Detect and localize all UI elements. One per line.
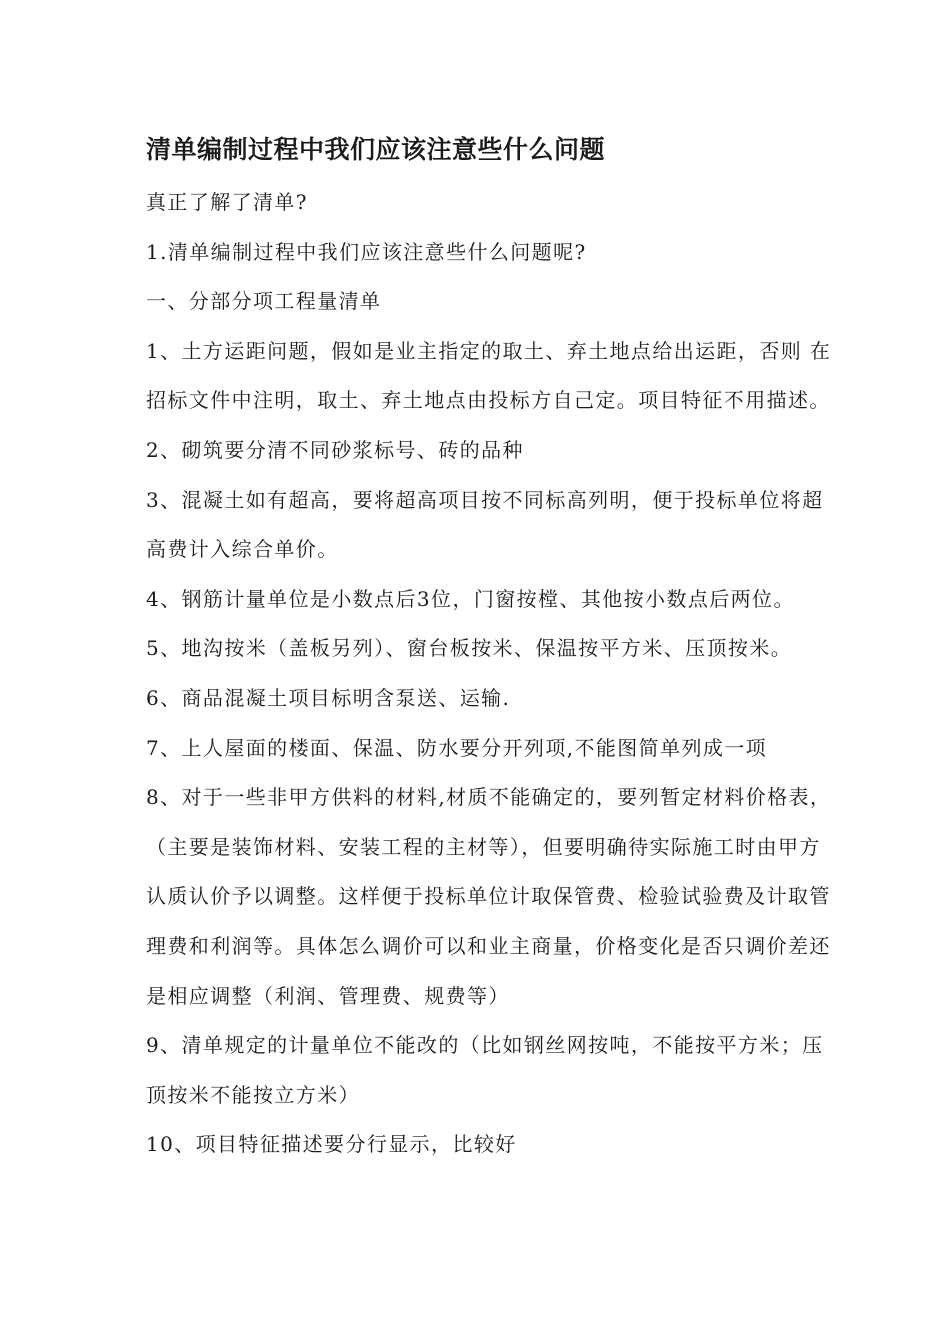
section-heading-quantity-list: 一、分部分项工程量清单 [146, 289, 382, 314]
list-item-7: 7、上人屋面的楼面、保温、防水要分开列项,不能图简单列成一项 [146, 735, 768, 760]
paragraph-main-question: 1.清单编制过程中我们应该注意些什么问题呢? [146, 239, 587, 264]
list-item-3: 3、混凝土如有超高，要将超高项目按不同标高列明，便于投标单位将超高费计入综合单价。 [146, 487, 824, 562]
list-item-5: 5、地沟按米（盖板另列）、窗台板按米、保温按平方米、压顶按米。 [146, 636, 793, 661]
list-item-6: 6、商品混凝土项目标明含泵送、运输. [146, 685, 511, 710]
list-item-1: 1、土方运距问题，假如是业主指定的取土、弃土地点给出运距，否则 在招标文件中注明，取土、弃土地点由投标方自己定。项目特征不用描述。 [146, 338, 832, 413]
document-title: 清单编制过程中我们应该注意些什么问题 [146, 135, 606, 164]
document-body [146, 130, 836, 1170]
paragraph-intro-question: 真正了解了清单? [146, 190, 308, 214]
list-item-4: 4、钢筋计量单位是小数点后3位，门窗按樘、其他按小数点后两位。 [146, 586, 795, 611]
list-item-9: 9、清单规定的计量单位不能改的（比如钢丝网按吨，不能按平方米；压顶按米不能按立方米） [146, 1033, 824, 1107]
list-item-2: 2、砌筑要分清不同砂浆标号、砖的品种 [146, 437, 524, 462]
list-item-8: 8、对于一些非甲方供料的材料,材质不能确定的，要列暂定材料价格表，（主要是装饰材料、安装工程的主材等），但要明确待实际施工时由甲方认质认价予以调整。这样便于投标单位计取保管费、检验试验费及计取管理费和利润等。具体怎么调价可以和业主商量，价格变化是否只调价差还是相应调整（利润、管理费、规费等） [146, 785, 832, 1008]
list-item-10: 10、项目特征描述要分行显示，比较好 [146, 1132, 517, 1157]
